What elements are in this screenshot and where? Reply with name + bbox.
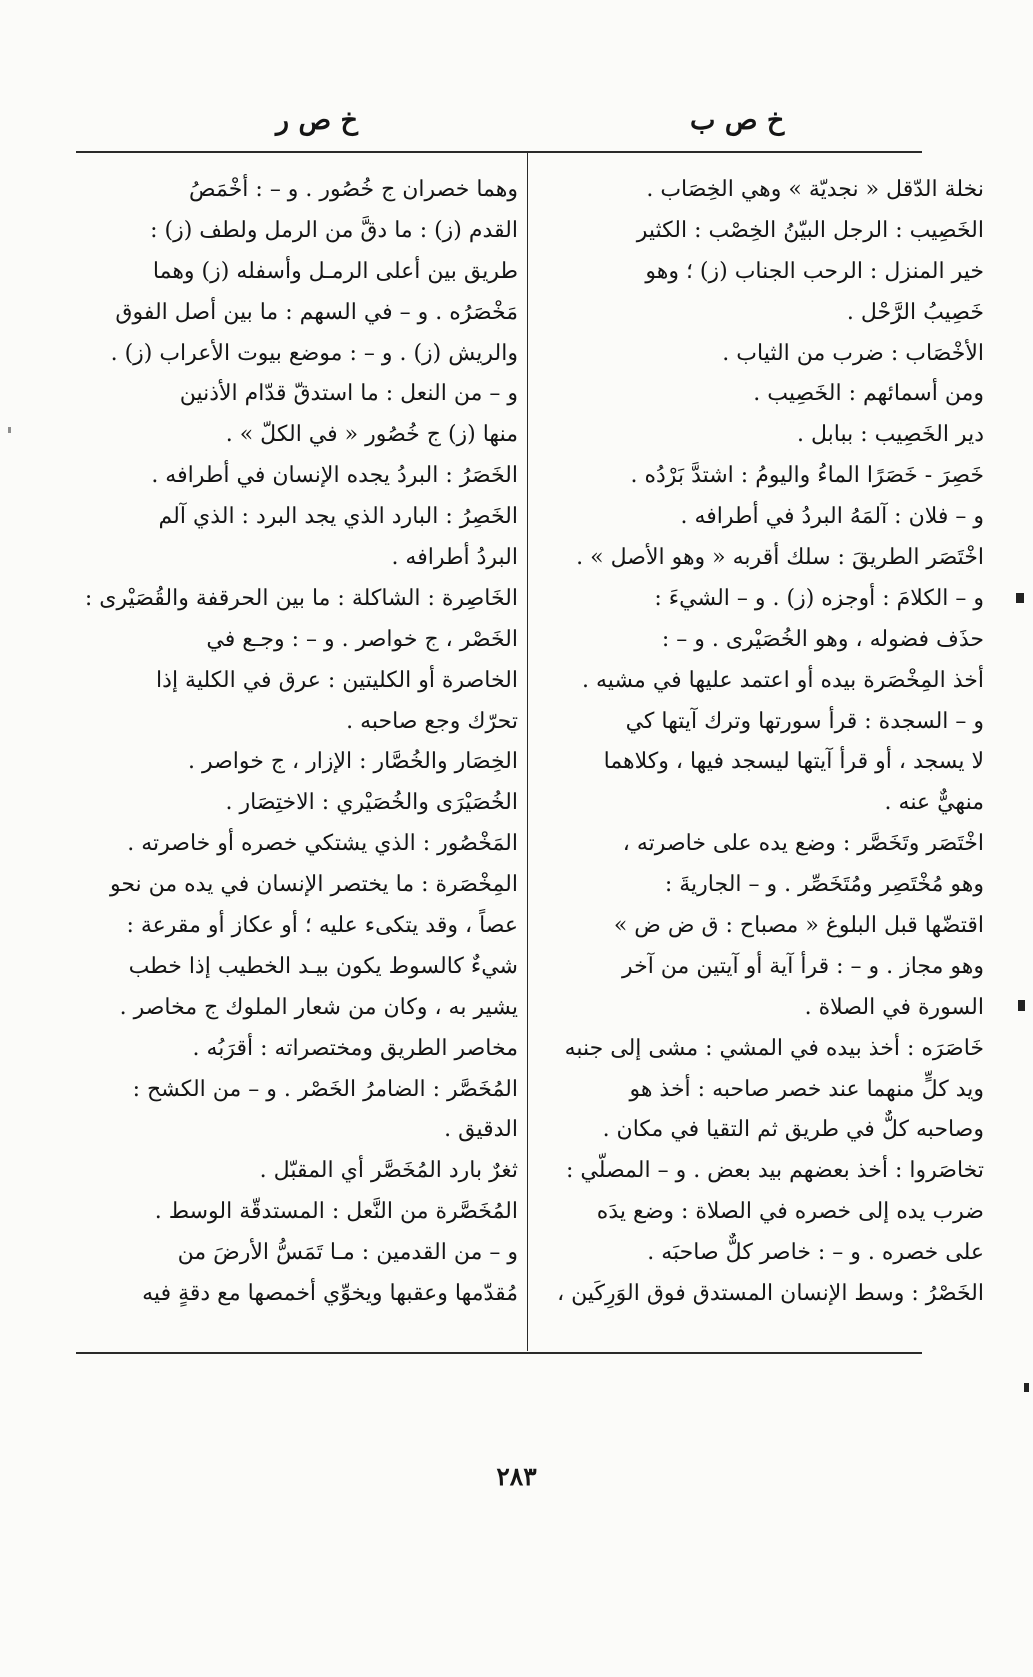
text-line: القدم (ز) : ما دقَّ من الرمل ولطف (ز) : (150, 217, 518, 243)
text-line: تحرّك وجع صاحبه . (346, 708, 518, 734)
text-line: الخَصِرُ : البارد الذي يجد البرد : الذي آلم (158, 504, 518, 530)
text-line: ويد كلٍّ منهما عند خصر صاحبه : أخذ هو (629, 1076, 984, 1102)
text-line: وصاحبه كلٌّ في طريق ثم التقيا في مكان . (602, 1117, 984, 1143)
text-line: مخاصر الطريق ومختصراته : أقرَبُه . (192, 1035, 518, 1061)
bottom-rule (76, 1352, 922, 1354)
text-line: ضرب يده إلى خصره في الصلاة : وضع يدَه (596, 1199, 984, 1225)
text-line: الخِصَار والخُصَّار : الإزار ، ج خواصر . (187, 749, 518, 775)
text-line: اقتضّها قبل البلوغ « مصباح : ق ض ض » (613, 913, 984, 939)
text-line: المِخْصَرة : ما يختصر الإنسان في يده من نحو (109, 872, 518, 898)
text-line: المُخَصَّر : الضامرُ الخَصْر . و – من الكشح : (132, 1076, 518, 1102)
text-line: ثغرٌ بارد المُخَصَّر أي المقبّل . (259, 1158, 518, 1184)
text-line: شيءٌ كالسوط يكون بيـد الخطيب إذا خطب (128, 953, 518, 979)
text-line: و – من النعل : ما استدقّ قدّام الأذنين (179, 381, 518, 407)
text-line: المَخْصُور : الذي يشتكي خصره أو خاصرته . (127, 831, 518, 857)
text-line: ومن أسمائهم : الخَصِيب . (753, 381, 984, 407)
text-line: و – فلان : آلمَهُ البردُ في أطرافه . (680, 504, 984, 530)
text-line: طريق بين أعلى الرمـل وأسفله (ز) وهما (152, 258, 518, 284)
text-line: والريش (ز) . و – : موضع بيوت الأعراب (ز) . (110, 340, 518, 366)
text-line: الخُصَيْرَى والخُصَيْري : الاختِصَار . (225, 790, 518, 816)
right-column-header: خ ص ب (690, 105, 785, 136)
text-line: خَصِيبُ الرَّحْل . (846, 299, 984, 325)
text-line: وهما خصران ج خُصُور . و – : أخْمَصُ (189, 177, 518, 202)
text-line: على خصره . و – : خاصر كلٌّ صاحبَه . (647, 1240, 984, 1266)
text-line: خَصِرَ - خَصَرًا الماءُ واليومُ : اشتدَّ بَرْدُه . (630, 463, 984, 489)
text-line: و – الكلامَ : أوجزه (ز) . و – الشيءَ : (654, 585, 984, 611)
text-line: مُقدّمها وعقبها ويخوِّي أخمصها مع دقةٍ فيه (142, 1281, 518, 1307)
text-line: الخاصرة أو الكليتين : عرق في الكلية إذا (156, 667, 518, 693)
text-line: لا يسجد ، أو قرأ آيتها ليسجد فيها ، وكلاهما (603, 749, 984, 775)
text-line: خير المنزل : الرحب الجناب (ز) ؛ وهو (645, 258, 984, 284)
text-line: الخَصْر ، ج خواصر . و – : وجـع في (206, 626, 518, 652)
text-line: حذَف فضوله ، وهو الخُصَيْرى . و – : (661, 626, 984, 652)
text-line: البردُ أطرافه . (391, 545, 518, 571)
text-line: الخَصَرُ : البردُ يجده الإنسان في أطرافه . (151, 463, 518, 489)
text-line: و – من القدمين : مـا تَمَسُّ الأرضَ من (177, 1240, 518, 1266)
text-line: اخْتَصَر وتَخَصَّر : وضع يده على خاصرته ، (622, 831, 984, 857)
text-line: نخلة الدّقل « نجديّة » وهي الخِصَاب . (646, 177, 984, 202)
text-line: منهيٌّ عنه . (884, 790, 984, 816)
left-column-header: خ ص ر (276, 105, 358, 136)
text-line: دير الخَصِيب : ببابل . (796, 422, 984, 448)
text-line: عصاً ، وقد يتكىء عليه ؛ أو عكاز أو مقرعة : (126, 913, 518, 939)
text-line: الخَصِيب : الرجل البيّنُ الخِصْب : الكثير (636, 217, 984, 243)
text-line: منها (ز) ج خُصُور « في الكلّ » . (225, 422, 518, 448)
text-line: الخَصْرُ : وسط الإنسان المستدق فوق الوَرِكَين ، (557, 1281, 984, 1307)
text-line: مَخْصَرُه . و – في السهم : ما بين أصل الفوق (115, 299, 518, 325)
top-rule (76, 151, 922, 153)
text-line: أخذ المِخْصَرة بيده أو اعتمد عليها في مشيه . (582, 667, 984, 693)
margin-mark (1018, 1000, 1025, 1011)
text-line: خَاصَرَه : أخذ بيده في المشي : مشى إلى جنبه (564, 1035, 984, 1061)
text-line: اخْتَصَر الطريقَ : سلك أقربه « وهو الأصل » . (576, 545, 984, 571)
text-line: تخاصَروا : أخذ بعضهم بيد بعض . و – المصلّي : (565, 1158, 984, 1184)
left-column (80, 170, 518, 1315)
margin-mark (8, 427, 11, 433)
text-line: السورة في الصلاة . (804, 994, 984, 1020)
page-number: ٢٨٣ (496, 1462, 537, 1491)
margin-mark (1024, 1383, 1029, 1392)
margin-mark (1016, 593, 1024, 603)
text-line: وهو مُخْتَصِر ومُتَخَصِّر . و – الجاريةَ : (664, 872, 984, 898)
text-line: الدقيق . (444, 1117, 518, 1143)
text-line: الخَاصِرة : الشاكلة : ما بين الحرقفة والقُصَيْرى : (84, 585, 518, 611)
column-divider (527, 153, 528, 1351)
text-line: و – السجدة : قرأ سورتها وترك آيتها كي (625, 708, 984, 734)
text-line: المُخَصَّرة من النَّعل : المستدقّة الوسط . (154, 1199, 518, 1225)
text-line: وهو مجاز . و – : قرأ آية أو آيتين من آخر (621, 953, 984, 979)
text-line: يشير به ، وكان من شعار الملوك ج مخاصر . (119, 994, 518, 1020)
right-column (538, 170, 984, 1315)
text-line: الأخْصَاب : ضرب من الثياب . (722, 340, 984, 366)
